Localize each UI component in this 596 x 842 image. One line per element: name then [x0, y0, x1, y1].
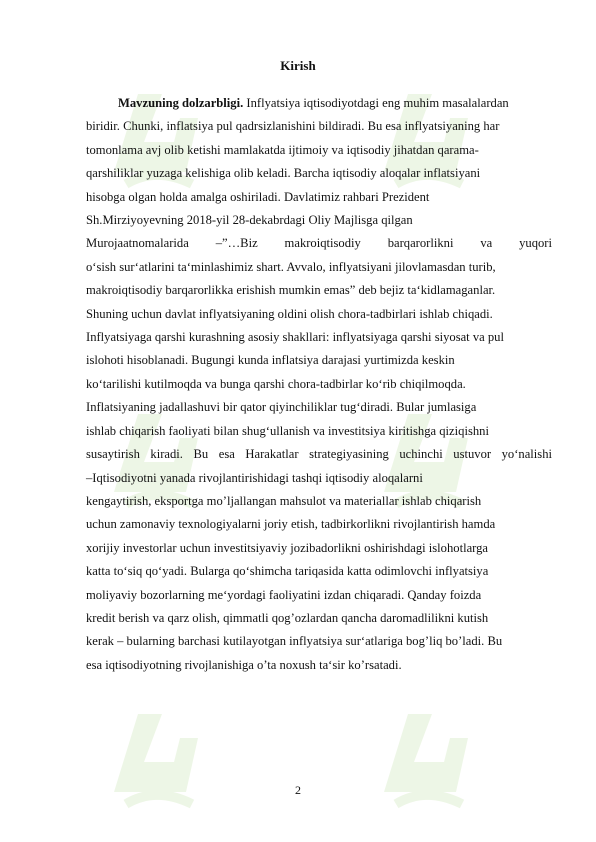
paragraph-line: ishlab chiqarish faoliyati bilan shug‘ullanish va investitsiya kiritishga qiziqishni — [86, 423, 489, 438]
paragraph-line — [86, 92, 552, 115]
paragraph-line: kerak – bularning barchasi kutilayotgan inflyatsiya sur‘atlariga bog’liq bo’ladi. Bu — [86, 634, 503, 649]
paragraph-line: susaytirish kiradi. Bu esa Harakatlar strategiyasining uchinchi ustuvor yo‘nalishi — [86, 447, 552, 462]
paragraph-line: uchun zamonaviy texnologiyalarni joriy etish, tadbirkorlikni rivojlantirish hamda — [86, 517, 496, 532]
paragraph-line: hisobga olgan holda amalga oshiriladi. Davlatimiz rahbari Prezident — [86, 189, 430, 204]
paragraph-line: islohoti hisoblanadi. Bugungi kunda inflatsiya darajasi yurtimizda keskin — [86, 353, 455, 368]
page-number: 2 — [295, 783, 301, 797]
paragraph-line: Inflyatsiyaga qarshi kurashning asosiy shakllari: inflyatsiyaga qarshi siyosat va pul — [86, 330, 504, 345]
body-paragraph — [86, 92, 552, 677]
lead-heading: Mavzuning dolzarbligi. — [118, 96, 244, 110]
page-title: Kirish — [280, 58, 316, 73]
paragraph-line: katta to‘siq qo‘yadi. Bularga qo‘shimcha tariqasida katta odimlovchi inflyatsiya — [86, 564, 489, 579]
paragraph-line: Inflatsiyaning jadallashuvi bir qator qiyinchiliklar tug‘diradi. Bular jumlasiga — [86, 400, 477, 415]
paragraph-line: Sh.Mirziyoyevning 2018-yil 28-dekabrdagi Oliy Majlisga qilgan — [86, 213, 413, 228]
paragraph-line: o‘sish sur‘atlarini ta‘minlashimiz shart. Avvalo, inflyatsiyani jilovlamasdan turib, — [86, 259, 496, 274]
paragraph-line: esa iqtisodiyotning rivojlanishiga o’ta noxush ta‘sir ko’rsatadi. — [86, 657, 402, 672]
paragraph-line: qarshiliklar yuzaga kelishiga olib keladi. Barcha iqtisodiy aloqalar inflatsiyani — [86, 166, 481, 181]
paragraph-line: ko‘tarilishi kutilmoqda va bunga qarshi chora-tadbirlar ko‘rib chiqilmoqda. — [86, 376, 466, 391]
paragraph-line: kengaytirish, eksportga mo’ljallangan mahsulot va materiallar ishlab chiqarish — [86, 493, 482, 508]
paragraph-line: Shuning uchun davlat inflyatsiyaning oldini olish chora-tadbirlari ishlab chiqadi. — [86, 306, 493, 321]
paragraph-line: –Iqtisodiyotni yanada rivojlantirishidagi tashqi iqtisodiy aloqalarni — [86, 470, 423, 485]
paragraph-line: makroiqtisodiy barqarorlikka erishish mumkin emas” deb bejiz ta‘kidlamaganlar. — [86, 283, 496, 298]
paragraph-line: xorijiy investorlar uchun investitsiyaviy jozibadorlikni oshirishdagi islohotlarga — [86, 540, 489, 555]
paragraph-line: tomonlama avj olib ketishi mamlakatda ijtimoiy va iqtisodiy jihatdan qarama- — [86, 142, 479, 157]
paragraph-line: Murojaatnomalarida –”…Biz makroiqtisodiy barqarorlikni va yuqori — [86, 236, 552, 251]
paragraph-line: moliyaviy bozorlarning me‘yordagi faoliyatini izdan chiqaradi. Qanday foizda — [86, 587, 482, 602]
paragraph-line-text: Inflyatsiya iqtisodiyotdagi eng muhim masalalardan — [243, 96, 509, 110]
paragraph-line: biridir. Chunki, inflatsiya pul qadrsizlanishini bildiradi. Bu esa inflyatsiyaning har — [86, 119, 500, 134]
paragraph-line: kredit berish va qarz olish, qimmatli qog’ozlardan qancha daromadlilikni kutish — [86, 610, 489, 625]
